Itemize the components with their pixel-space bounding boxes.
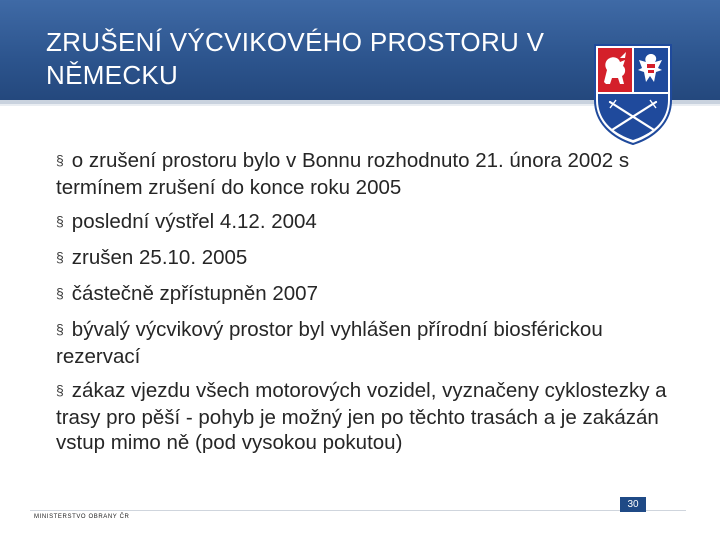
footer-divider bbox=[30, 510, 686, 511]
bullet-text: zákaz vjezdu všech motorových vozidel, vyznačeny cyklostezky a trasy pro pěší - pohyb je možný jen po těchto trasách a je zakázán vstup mimo ně (pod vysokou pokutou) bbox=[56, 379, 667, 454]
slide-content bbox=[56, 148, 688, 464]
bullet-icon: § bbox=[56, 249, 64, 265]
slide-title: ZRUŠENÍ VÝCVIKOVÉHO PROSTORU V NĚMECKU bbox=[46, 27, 545, 90]
ministry-emblem-icon bbox=[592, 42, 674, 146]
bullet-text: poslední výstřel 4.12. 2004 bbox=[71, 210, 317, 233]
bullet-item bbox=[56, 378, 688, 455]
bullet-item bbox=[56, 209, 688, 236]
bullet-icon: § bbox=[56, 382, 64, 398]
bullet-item bbox=[56, 148, 688, 200]
page-number-badge: 30 bbox=[620, 497, 646, 512]
footer-ministry-label: MINISTERSTVO OBRANY ČR bbox=[34, 514, 130, 520]
bullet-icon: § bbox=[56, 152, 64, 168]
bullet-item bbox=[56, 281, 688, 308]
bullet-text: o zrušení prostoru bylo v Bonnu rozhodnuto 21. února 2002 s termínem zrušení do konce roku 2005 bbox=[56, 149, 630, 199]
bullet-item bbox=[56, 317, 688, 369]
bullet-item bbox=[56, 245, 688, 272]
bullet-text: částečně zpřístupněn 2007 bbox=[71, 282, 318, 305]
bullet-icon: § bbox=[56, 285, 64, 301]
bullet-text: zrušen 25.10. 2005 bbox=[71, 246, 248, 269]
bullet-icon: § bbox=[56, 213, 64, 229]
bullet-text: bývalý výcvikový prostor byl vyhlášen přírodní biosférickou rezervací bbox=[56, 318, 603, 368]
bullet-icon: § bbox=[56, 321, 64, 337]
